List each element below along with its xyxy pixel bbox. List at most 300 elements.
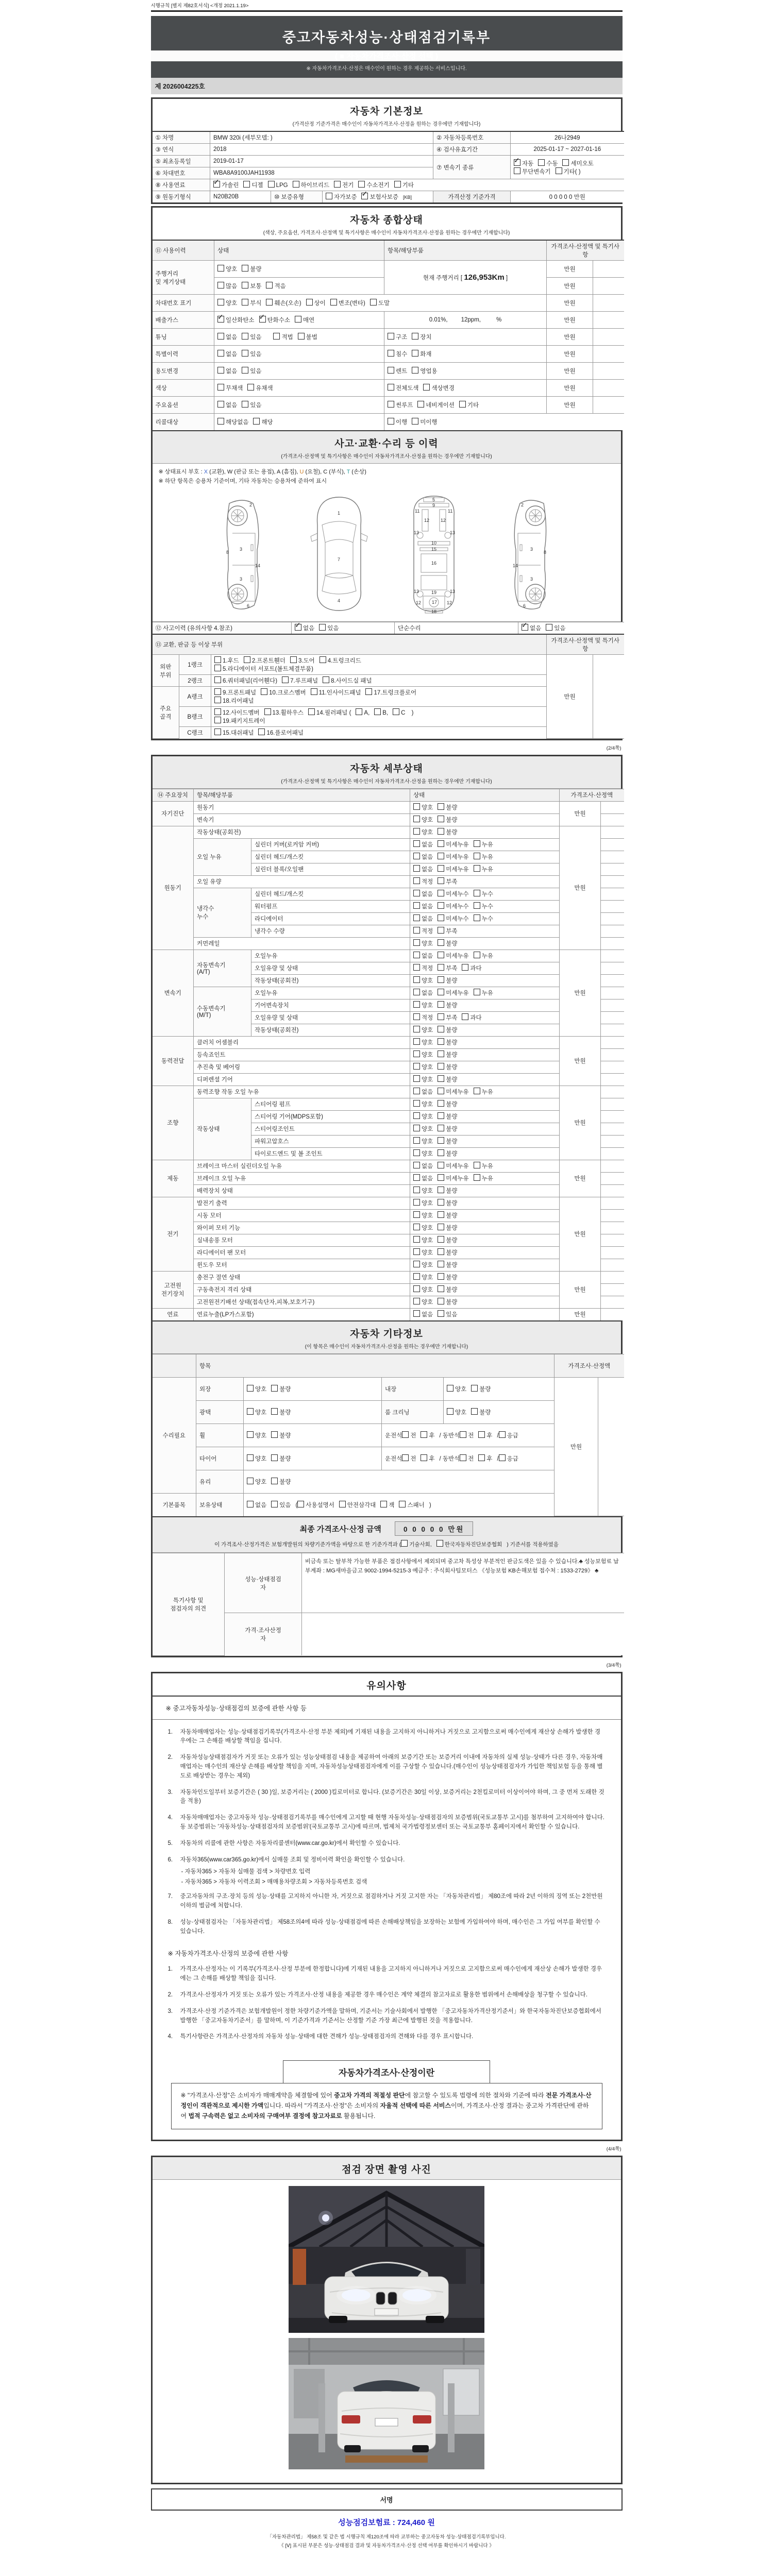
checkbox-label: 없음	[226, 334, 238, 341]
checkbox-icon[interactable]	[413, 803, 420, 810]
checkbox-icon[interactable]	[438, 865, 444, 872]
checkbox-icon[interactable]	[247, 1385, 254, 1392]
checkbox-icon[interactable]	[438, 952, 444, 958]
checkbox-option	[438, 816, 457, 824]
checkbox-icon[interactable]	[413, 976, 420, 983]
checkbox-label: A,	[364, 710, 370, 716]
table-cell: 디퍼렌셜 기어	[194, 1073, 410, 1086]
checkbox-icon[interactable]	[242, 350, 248, 357]
checkbox-icon[interactable]	[217, 282, 224, 289]
checkbox-icon[interactable]	[438, 1026, 444, 1032]
checkbox-icon[interactable]	[474, 902, 480, 909]
checkbox-icon[interactable]	[474, 1174, 480, 1181]
checkbox-icon[interactable]	[242, 401, 248, 408]
checkbox-icon[interactable]	[438, 828, 444, 835]
checkbox-label: 3.도어	[298, 658, 315, 664]
checkbox-label: 스패너	[407, 1502, 425, 1509]
checkbox-icon[interactable]	[438, 1187, 444, 1193]
checkbox-icon[interactable]	[413, 1162, 420, 1168]
checkbox-icon[interactable]	[438, 1310, 444, 1317]
checkbox-option	[438, 1174, 468, 1182]
checkbox-icon[interactable]	[436, 1540, 443, 1547]
checkbox-icon[interactable]	[217, 418, 224, 425]
checkbox-icon[interactable]	[438, 853, 444, 859]
checkbox-icon[interactable]	[394, 181, 401, 188]
checkbox-icon[interactable]	[247, 1431, 254, 1438]
checkbox-icon[interactable]	[214, 708, 221, 715]
checkbox-icon[interactable]	[258, 728, 265, 735]
checkbox-icon[interactable]	[412, 418, 418, 425]
checkbox-icon[interactable]	[438, 927, 444, 934]
checkbox-icon[interactable]	[295, 316, 301, 323]
checkbox-icon[interactable]	[413, 1248, 420, 1255]
checkbox-option	[438, 989, 468, 997]
checkbox-icon[interactable]	[538, 159, 545, 166]
checkbox-icon[interactable]	[214, 697, 221, 703]
checkbox-icon[interactable]	[413, 952, 420, 958]
checkbox-label: 10.크로스멤버	[269, 690, 306, 696]
checkbox-icon[interactable]	[438, 816, 444, 822]
table-cell: 충전구 절연 상태	[194, 1271, 410, 1283]
checkbox-label: 불량	[446, 1250, 458, 1256]
checkbox-icon[interactable]	[380, 1501, 387, 1507]
checkbox-icon[interactable]	[514, 167, 520, 174]
checkbox-icon[interactable]	[297, 1501, 304, 1507]
checkbox-icon[interactable]	[244, 656, 250, 663]
checkbox-icon[interactable]	[247, 1408, 254, 1415]
checkbox-icon[interactable]	[438, 939, 444, 946]
checkbox-icon[interactable]	[242, 367, 248, 374]
checkbox-icon[interactable]	[259, 316, 266, 323]
checkbox-icon[interactable]	[339, 1501, 346, 1507]
checkbox-option	[438, 1211, 457, 1219]
checkbox-icon[interactable]	[268, 181, 275, 188]
checkbox-icon[interactable]	[474, 865, 480, 872]
checkbox-icon[interactable]	[290, 656, 297, 663]
checkbox-icon[interactable]	[242, 299, 248, 306]
checkbox-option	[271, 1454, 291, 1463]
checkbox-icon[interactable]	[413, 1174, 420, 1181]
table-cell	[593, 397, 624, 414]
checkbox-icon[interactable]	[264, 708, 271, 715]
checkbox-option	[258, 728, 304, 737]
checkbox-icon[interactable]	[217, 299, 224, 306]
checkbox-icon[interactable]	[311, 688, 317, 695]
checkbox-icon[interactable]	[474, 914, 480, 921]
table-cell	[214, 414, 384, 431]
table-cell: 만원	[547, 329, 593, 346]
checkbox-icon[interactable]	[413, 890, 420, 896]
checkbox-icon[interactable]	[271, 1501, 278, 1507]
checkbox-icon[interactable]	[474, 1088, 480, 1094]
checkbox-icon[interactable]	[413, 1285, 420, 1292]
car-diagram-underbody-icon	[395, 493, 473, 614]
table-cell: 2025-01-17 ~ 2027-01-16	[511, 144, 624, 156]
checkbox-label: 미세누유	[446, 1089, 469, 1095]
checkbox-icon[interactable]	[295, 624, 301, 631]
checkbox-icon[interactable]	[478, 1431, 485, 1438]
checkbox-label: 불량	[279, 1455, 291, 1462]
table-cell	[410, 1209, 560, 1222]
checkbox-option	[438, 877, 457, 886]
table-cell: 타이로드엔드 및 볼 조인트	[251, 1147, 410, 1160]
checkbox-label: 1.후드	[223, 658, 239, 664]
checkbox-icon[interactable]	[413, 1298, 420, 1304]
table-cell	[410, 851, 560, 863]
checkbox-icon[interactable]	[271, 1408, 278, 1415]
checkbox-icon[interactable]	[388, 333, 394, 340]
checkbox-icon[interactable]	[413, 964, 420, 971]
checkbox-icon[interactable]	[214, 717, 221, 723]
checkbox-icon[interactable]	[247, 1478, 254, 1484]
checkbox-icon[interactable]	[413, 1187, 420, 1193]
checkbox-icon[interactable]	[242, 333, 248, 340]
checkbox-icon[interactable]	[413, 914, 420, 921]
checkbox-icon[interactable]	[546, 624, 552, 631]
checkbox-icon[interactable]	[438, 1063, 444, 1070]
checkbox-label: 안전삼각대	[347, 1502, 376, 1509]
checkbox-icon[interactable]	[474, 853, 480, 859]
checkbox-icon[interactable]	[214, 665, 221, 671]
table-cell	[211, 655, 547, 675]
table-cell: 발전기 출력	[194, 1197, 410, 1209]
checkbox-icon[interactable]	[478, 1454, 485, 1461]
checkbox-icon[interactable]	[217, 316, 224, 323]
checkbox-icon[interactable]	[319, 624, 326, 631]
notice-subitem: - 자동차365 > 자동차 실매물 검색 > 차량번호 입력	[181, 1869, 311, 1875]
table-cell: 변속기	[153, 950, 194, 1036]
checkbox-icon[interactable]	[438, 1224, 444, 1230]
checkbox-icon[interactable]	[271, 1385, 278, 1392]
checkbox-icon[interactable]	[214, 728, 221, 735]
checkbox-icon[interactable]	[438, 1112, 444, 1119]
checkbox-icon[interactable]	[413, 1013, 420, 1020]
notice-item	[168, 1839, 606, 1849]
checkbox-icon[interactable]	[413, 1273, 420, 1280]
checkbox-icon[interactable]	[474, 1162, 480, 1168]
checkbox-icon[interactable]	[438, 1001, 444, 1008]
checkbox-icon[interactable]	[370, 299, 377, 306]
checkbox-icon[interactable]	[421, 1431, 427, 1438]
checkbox-icon[interactable]	[413, 902, 420, 909]
checkbox-icon[interactable]	[326, 193, 332, 199]
checkbox-icon[interactable]	[271, 1454, 278, 1461]
checkbox-icon[interactable]	[393, 708, 399, 715]
checkbox-icon[interactable]	[460, 1454, 466, 1461]
checkbox-icon[interactable]	[474, 989, 480, 995]
checkbox-icon[interactable]	[438, 1050, 444, 1057]
checkbox-icon[interactable]	[413, 927, 420, 934]
checkbox-icon[interactable]	[253, 418, 260, 425]
checkbox-icon[interactable]	[421, 1454, 427, 1461]
checkbox-icon[interactable]	[413, 853, 420, 859]
checkbox-icon[interactable]	[413, 877, 420, 884]
checkbox-label: 썬루프	[396, 402, 413, 409]
checkbox-icon[interactable]	[499, 1431, 506, 1438]
checkbox-icon[interactable]	[413, 1261, 420, 1267]
checkbox-icon[interactable]	[243, 181, 250, 188]
checkbox-icon[interactable]	[413, 1001, 420, 1008]
checkbox-icon[interactable]	[266, 282, 273, 289]
checkbox-icon[interactable]	[217, 350, 224, 357]
page-marker: (2/4쪽)	[606, 745, 621, 751]
checkbox-icon[interactable]	[522, 624, 528, 631]
checkbox-icon[interactable]	[413, 1026, 420, 1032]
section-header	[153, 208, 621, 240]
checkbox-icon[interactable]	[438, 803, 444, 810]
checkbox-icon[interactable]	[242, 265, 248, 272]
checkbox-icon[interactable]	[438, 1285, 444, 1292]
checkbox-icon[interactable]	[388, 401, 394, 408]
checkbox-icon[interactable]	[413, 1224, 420, 1230]
checkbox-icon[interactable]	[399, 1501, 406, 1507]
checkbox-icon[interactable]	[306, 299, 313, 306]
checkbox-icon[interactable]	[413, 939, 420, 946]
checkbox-icon[interactable]	[413, 1125, 420, 1131]
signature-field[interactable]: 서명	[151, 2488, 623, 2511]
checkbox-icon[interactable]	[413, 865, 420, 872]
checkbox-icon[interactable]	[438, 976, 444, 983]
checkbox-icon[interactable]	[438, 1174, 444, 1181]
checkbox-icon[interactable]	[402, 1431, 409, 1438]
checkbox-icon[interactable]	[330, 299, 337, 306]
checkbox-icon[interactable]	[413, 840, 420, 847]
checkbox-icon[interactable]	[438, 1248, 444, 1255]
checkbox-icon[interactable]	[334, 181, 341, 188]
checkbox-option	[388, 367, 407, 375]
checkbox-icon[interactable]	[438, 1013, 444, 1020]
checkbox-icon[interactable]	[266, 299, 273, 306]
checkbox-icon[interactable]	[412, 333, 418, 340]
checkbox-icon[interactable]	[514, 159, 520, 166]
table-cell: 브레이크 오일 누유	[194, 1172, 410, 1184]
checkbox-option	[471, 1408, 491, 1416]
svg-text:3: 3	[240, 547, 243, 552]
checkbox-label: 없음	[422, 842, 433, 848]
table-cell	[410, 1135, 560, 1147]
table-cell	[384, 397, 547, 414]
checkbox-icon[interactable]	[438, 1211, 444, 1218]
checkbox-icon[interactable]	[462, 1013, 468, 1020]
checkbox-label: 누유	[481, 990, 493, 996]
checkbox-icon[interactable]	[447, 1408, 453, 1415]
checkbox-icon[interactable]	[388, 384, 394, 391]
checkbox-icon[interactable]	[320, 656, 326, 663]
checkbox-icon[interactable]	[413, 1211, 420, 1218]
checkbox-icon[interactable]	[217, 333, 224, 340]
checkbox-icon[interactable]	[447, 1385, 453, 1392]
checkbox-icon[interactable]	[499, 1454, 506, 1461]
checkbox-icon[interactable]	[413, 828, 420, 835]
page-marker: (4/4쪽)	[606, 2146, 621, 2152]
checkbox-icon[interactable]	[217, 265, 224, 272]
checkbox-icon[interactable]	[217, 384, 224, 391]
checkbox-icon[interactable]	[438, 877, 444, 884]
checkbox-icon[interactable]	[261, 688, 267, 695]
checkbox-icon[interactable]	[323, 676, 329, 683]
checkbox-icon[interactable]	[356, 708, 362, 715]
checkbox-option	[438, 902, 468, 910]
checkbox-icon[interactable]	[438, 1199, 444, 1206]
checkbox-icon[interactable]	[298, 333, 305, 340]
checkbox-icon[interactable]	[293, 181, 299, 188]
table-cell: 시동 모터	[194, 1209, 410, 1222]
checkbox-icon[interactable]	[271, 1478, 278, 1484]
svg-text:18: 18	[431, 609, 437, 614]
checkbox-icon[interactable]	[438, 1162, 444, 1168]
checkbox-icon[interactable]	[460, 1431, 466, 1438]
checkbox-icon[interactable]	[438, 914, 444, 921]
checkbox-label: 미세누수	[446, 891, 469, 897]
checkbox-icon[interactable]	[471, 1408, 478, 1415]
checkbox-icon[interactable]	[438, 1137, 444, 1144]
checkbox-label: 매연	[303, 317, 315, 324]
checkbox-icon[interactable]	[413, 1112, 420, 1119]
checkbox-icon[interactable]	[242, 282, 248, 289]
checkbox-icon[interactable]	[423, 384, 430, 391]
table-cell	[601, 1073, 624, 1086]
checkbox-icon[interactable]	[438, 1088, 444, 1094]
checkbox-icon[interactable]	[474, 952, 480, 958]
checkbox-icon[interactable]	[214, 656, 221, 663]
checkbox-icon[interactable]	[438, 1149, 444, 1156]
checkbox-icon[interactable]	[438, 902, 444, 909]
checkbox-option	[474, 989, 493, 997]
checkbox-icon[interactable]	[413, 1149, 420, 1156]
checkbox-icon[interactable]	[459, 401, 466, 408]
checkbox-icon[interactable]	[413, 1075, 420, 1082]
table-cell: 커먼레일	[194, 937, 410, 950]
table-cell: 추진축 및 베어링	[194, 1061, 410, 1073]
checkbox-icon[interactable]	[438, 1298, 444, 1304]
checkbox-label: 도말	[378, 300, 390, 307]
table-cell	[601, 937, 624, 950]
table-cell	[302, 1613, 624, 1656]
checkbox-icon[interactable]	[271, 1431, 278, 1438]
checkbox-icon[interactable]	[562, 159, 569, 166]
checkbox-option	[413, 1149, 433, 1158]
checkbox-icon[interactable]	[388, 367, 394, 374]
table-cell	[601, 1024, 624, 1036]
checkbox-option	[438, 1001, 457, 1009]
checkbox-icon[interactable]	[388, 350, 394, 357]
checkbox-icon[interactable]	[438, 1261, 444, 1267]
price-survey-definition-title: 자동차가격조사·산정이란	[283, 2060, 490, 2083]
checkbox-icon[interactable]	[471, 1385, 478, 1392]
notice-item	[168, 1991, 606, 2000]
notice-text: 특기사항란은 가격조사·산정자의 자동차 성능·상태에 대한 견해가 성능·상태점검자의 견해와 다를 경우 표시합니다.	[180, 2033, 474, 2040]
checkbox-icon[interactable]	[374, 708, 381, 715]
checkbox-icon[interactable]	[413, 1236, 420, 1243]
table-cell: 자기진단	[153, 801, 194, 826]
checkbox-icon[interactable]	[213, 181, 220, 188]
checkbox-option	[438, 1112, 457, 1121]
checkbox-icon[interactable]	[438, 964, 444, 971]
checkbox-icon[interactable]	[308, 708, 315, 715]
checkbox-icon[interactable]	[413, 1038, 420, 1045]
checkbox-icon[interactable]	[282, 676, 289, 683]
checkbox-option	[438, 1310, 457, 1318]
table-cell: 제동	[153, 1160, 194, 1197]
checkbox-icon[interactable]	[438, 1100, 444, 1107]
checkbox-icon[interactable]	[413, 1088, 420, 1094]
checkbox-icon[interactable]	[413, 989, 420, 995]
checkbox-option	[421, 1454, 434, 1463]
checkbox-label: 8.사이드실 패널	[331, 678, 372, 684]
checkbox-icon[interactable]	[273, 333, 280, 340]
checkbox-icon[interactable]	[361, 193, 368, 199]
checkbox-icon[interactable]	[438, 840, 444, 847]
checkbox-icon[interactable]	[413, 1063, 420, 1070]
checkbox-icon[interactable]	[413, 1199, 420, 1206]
checkbox-icon[interactable]	[358, 181, 365, 188]
checkbox-icon[interactable]	[388, 418, 394, 425]
checkbox-icon[interactable]	[438, 1038, 444, 1045]
checkbox-icon[interactable]	[214, 676, 221, 683]
table-cell	[601, 863, 624, 875]
checkbox-icon[interactable]	[417, 401, 424, 408]
checkbox-icon[interactable]	[413, 1137, 420, 1144]
checkbox-option	[474, 1088, 493, 1096]
checkbox-option	[438, 1248, 457, 1257]
checkbox-icon[interactable]	[438, 989, 444, 995]
table-cell: ④ 검사유효기간	[433, 144, 511, 156]
checkbox-icon[interactable]	[412, 350, 418, 357]
section-title: 자동차 종합상태	[350, 215, 423, 226]
checkbox-icon[interactable]	[401, 1540, 408, 1547]
checkbox-icon[interactable]	[402, 1454, 409, 1461]
checkbox-label: 적정	[422, 879, 433, 885]
checkbox-icon[interactable]	[413, 1050, 420, 1057]
checkbox-icon[interactable]	[474, 840, 480, 847]
checkbox-icon[interactable]	[247, 1501, 254, 1507]
svg-text:3: 3	[240, 577, 243, 582]
checkbox-icon[interactable]	[413, 1100, 420, 1107]
table-cell: 광택	[196, 1400, 244, 1423]
checkbox-label: 전	[410, 1455, 416, 1462]
checkbox-icon[interactable]	[214, 688, 221, 695]
checkbox-icon[interactable]	[247, 1454, 254, 1461]
checkbox-icon[interactable]	[365, 688, 372, 695]
checkbox-icon[interactable]	[413, 816, 420, 822]
table-cell: 배출가스	[153, 312, 214, 329]
table-cell	[601, 851, 624, 863]
checkbox-icon[interactable]	[438, 890, 444, 896]
checkbox-option	[413, 1261, 433, 1269]
checkbox-icon[interactable]	[438, 1075, 444, 1082]
table-cell: 연료누출(LP가스포함)	[194, 1308, 410, 1320]
checkbox-icon[interactable]	[474, 890, 480, 896]
checkbox-label: 불량	[446, 1126, 458, 1132]
checkbox-label: 미세누유	[446, 1176, 469, 1182]
checkbox-icon[interactable]	[217, 367, 224, 374]
checkbox-icon[interactable]	[438, 1125, 444, 1131]
checkbox-icon[interactable]	[247, 384, 254, 391]
notice-number: 1.	[167, 1966, 173, 1973]
table-cell: 기어변속장치	[251, 999, 410, 1011]
checkbox-icon[interactable]	[413, 1310, 420, 1317]
notice-number: 5.	[167, 1840, 173, 1846]
checkbox-icon[interactable]	[217, 401, 224, 408]
checkbox-icon[interactable]	[462, 964, 468, 971]
table-cell	[410, 1073, 560, 1086]
accident-history-row	[153, 622, 624, 634]
checkbox-icon[interactable]	[556, 167, 562, 174]
checkbox-option	[436, 1540, 502, 1548]
checkbox-icon[interactable]	[438, 1236, 444, 1243]
checkbox-icon[interactable]	[438, 1273, 444, 1280]
checkbox-icon[interactable]	[412, 367, 418, 374]
